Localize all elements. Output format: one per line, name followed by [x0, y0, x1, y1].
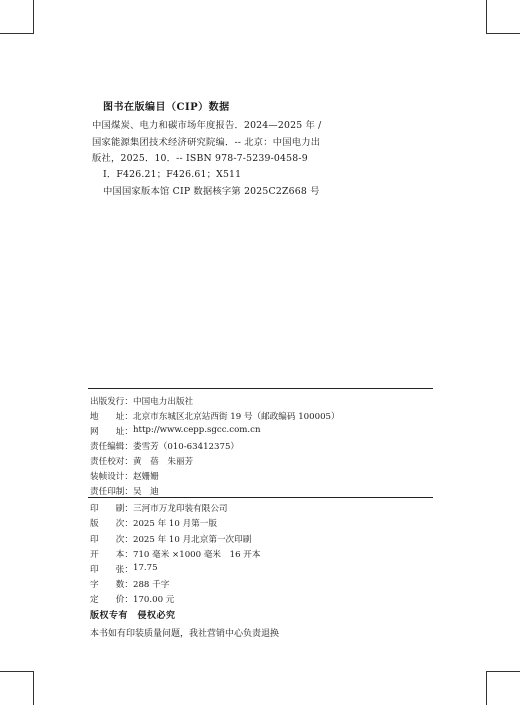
info-label: 印 张：	[90, 565, 133, 575]
info-label: 印 次：	[90, 535, 133, 545]
info-row-address	[90, 410, 340, 422]
info-value: http://www.cepp.sgcc.com.cn	[132, 425, 261, 435]
crop-mark-top-right-v	[486, 0, 487, 34]
info-label: 地 址：	[90, 412, 133, 422]
crop-mark-bottom-right-v	[486, 671, 487, 705]
crop-mark-bottom-right-h	[486, 671, 520, 672]
info-row-format	[90, 548, 260, 560]
info-value: 吴 迪	[132, 487, 159, 497]
info-row-printer	[90, 502, 228, 514]
info-value: 2025 年 10 月北京第一次印刷	[132, 535, 252, 545]
info-label: 装帧设计：	[90, 472, 133, 482]
crop-mark-bottom-left-h	[0, 671, 34, 672]
info-label: 责任编辑：	[90, 442, 133, 452]
info-label: 责任印制：	[90, 487, 133, 497]
cip-line: 中国国家版本馆 CIP 数据核字第 2025C2Z668 号	[103, 186, 320, 197]
info-value: 娄雪芳（010-63412375）	[132, 442, 240, 452]
info-row-print-supervisor	[90, 485, 159, 497]
info-label: 出版发行：	[90, 397, 133, 407]
info-label: 网 址：	[90, 427, 133, 437]
info-value: 17.75	[132, 563, 158, 573]
info-value: 三河市万龙印装有限公司	[132, 504, 228, 514]
crop-mark-top-right-h	[486, 33, 520, 34]
copyright-notice: 版权专有 侵权必究	[90, 611, 176, 621]
quality-notice: 本书如有印装质量问题，我社营销中心负责退换	[90, 629, 280, 639]
info-row-edition	[90, 517, 217, 529]
divider	[88, 388, 433, 389]
cip-line: 版社，2025．10．-- ISBN 978-7-5239-0458-9	[92, 153, 308, 164]
crop-mark-top-left-v	[33, 0, 34, 34]
info-value: 中国电力出版社	[132, 397, 194, 407]
divider	[88, 497, 433, 498]
crop-mark-bottom-left-v	[33, 671, 34, 705]
info-row-printing	[90, 533, 251, 545]
info-row-sheets	[90, 563, 158, 575]
info-row-editor	[90, 440, 239, 452]
info-label: 印 刷：	[90, 504, 133, 514]
info-value: 北京市东城区北京站西街 19 号（邮政编码 100005）	[132, 412, 340, 422]
info-value: 288 千字	[132, 580, 170, 590]
info-row-proofreader	[90, 455, 193, 467]
info-label: 定 价：	[90, 595, 133, 605]
info-row-website	[90, 425, 261, 437]
info-value: 710 毫米 ×1000 毫米 16 开本	[132, 550, 261, 560]
info-row-price	[90, 593, 174, 605]
cip-line: 中国煤炭、电力和碳市场年度报告．2024—2025 年 /	[92, 120, 322, 131]
info-label: 字 数：	[90, 580, 133, 590]
crop-mark-top-left-h	[0, 33, 34, 34]
cip-line: Ⅰ．F426.21；F426.61；X511	[103, 169, 242, 180]
info-value: 2025 年 10 月第一版	[132, 519, 217, 529]
info-value: 170.00 元	[132, 595, 175, 605]
info-label: 责任校对：	[90, 457, 133, 467]
info-row-publisher	[90, 395, 193, 407]
info-row-designer	[90, 470, 159, 482]
info-row-word-count	[90, 578, 169, 590]
info-label: 开 本：	[90, 550, 133, 560]
info-label: 版 次：	[90, 519, 133, 529]
info-value: 黄 蓓 朱丽芳	[132, 457, 194, 467]
cip-line: 国家能源集团技术经济研究院编．-- 北京：中国电力出	[92, 137, 321, 148]
info-value: 赵姗姗	[132, 472, 159, 482]
cip-heading: 图书在版编目（CIP）数据	[103, 102, 230, 113]
